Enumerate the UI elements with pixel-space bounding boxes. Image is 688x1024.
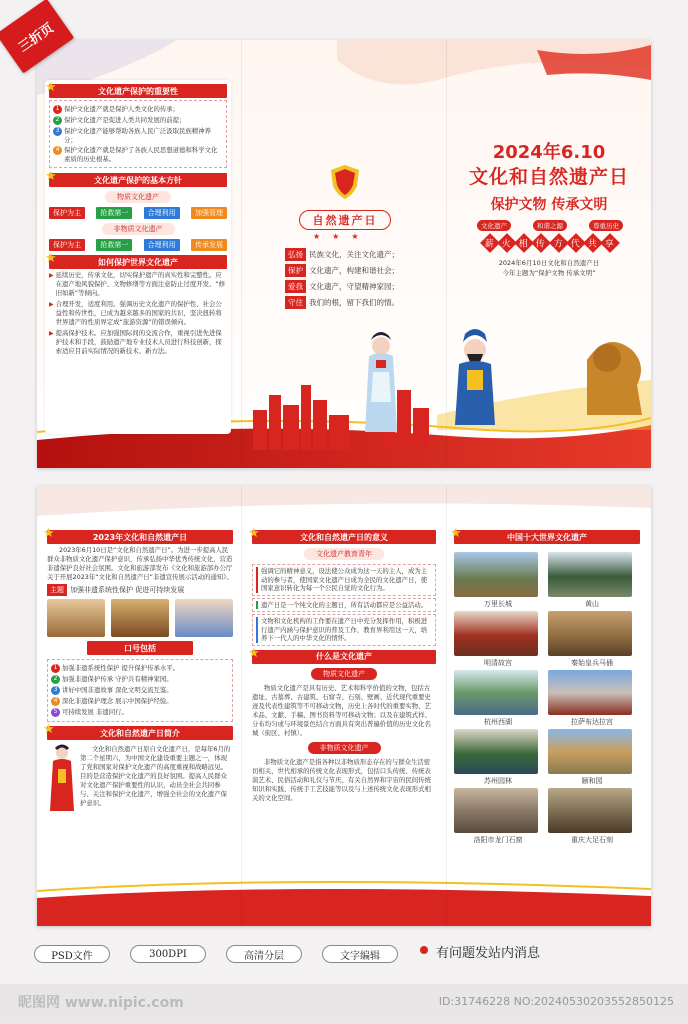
badge: 尊重历史 (589, 220, 623, 231)
list-item: 3 保护文化遗产能够帮助各族人民广泛汲取民族精神养分； (53, 127, 223, 144)
photo-performance (175, 599, 233, 637)
cover-badges (477, 220, 623, 231)
feature-pill: 文字编辑 (322, 945, 398, 963)
cover-date: 2024年6.10 (492, 142, 606, 163)
pill: 保护为主 (49, 239, 85, 251)
list-item: 4 保护文化遗产就是保护了各族人民思想道德和科学文化素质的历史根基。 (53, 146, 223, 163)
importance-list (49, 100, 227, 168)
star-icon: ★ (248, 645, 260, 661)
shield-emblem-icon (329, 164, 361, 200)
opera-figure-icon (47, 743, 77, 813)
heritage-card: 重庆大足石刻 (548, 788, 636, 845)
list-item: 2 加强非遗保护传承 守护共有精神家园。 (51, 675, 229, 684)
list-item: 5 可持续发展 非遗同行。 (51, 708, 229, 717)
photo-terracotta (548, 611, 632, 656)
pill: 合理利用 (144, 207, 180, 219)
intro2-paragraph: 文化和自然遗产日原自文化遗产日，是每年6月的第二个星期六，为中国文化建设重要主题之一，体现了党和国家对保护文化遗产的高度重视和战略远见。目的是营造保护文化遗产的良好氛围。提高人民群众对文化遗产保护重要性的认识，动员全社会共同参与、关注和保护文化遗产，增强全社会的文化遗产保护意识。 (80, 745, 231, 807)
nonmaterial-paragraph: 非物质文化遗产是指各种以非物质形态存在的与群众生活密切相关、世代相承的传统文化表现形式，包括口头传统、传统表演艺术、民俗活动和礼仪与节庆、有关自然界和宇宙的民间传统知识和实践、传统手工艺技能等以及与上述传统文化表现形式相关的文化空间。 (252, 757, 431, 802)
diamond-char: 传 (532, 233, 552, 253)
material-paragraph: 物质文化遗产是具有历史、艺术和科学价值的文物，包括古遗址、古墓葬、古建筑、石窟寺、石刻、壁画、近代现代重要史迹及代表性建筑等不可移动文物，历史上各时代的重要实物、艺术品、文献、手稿、图书资料等可移动文物；以及在建筑式样、分布均匀或与环境景色结合方面具有突出普遍价值的历史文化名城（街区、村镇）。 (252, 683, 431, 737)
list-item: ▶ 提高保护技术。应加强国际间的交流合作，重视引进先进保护技术和手段，鼓励遗产地专业技术人员进行科技创新，探索适应目前实际情况的新技术、新方法。 (49, 329, 222, 355)
star-icon: ★ (43, 722, 55, 737)
material-pills (49, 207, 227, 219)
cover-character-row (483, 236, 617, 250)
corner-tag: 三折页 (0, 0, 74, 73)
feature-pill: PSD文件 (34, 945, 110, 963)
star-icon: ★ (45, 80, 57, 95)
feature-pill: 高清分层 (226, 945, 302, 963)
feature-pill: 300DPI (130, 945, 206, 963)
intro2-row (47, 743, 233, 813)
heritage-card: 洛阳市龙门石窟 (454, 788, 542, 845)
diamond-char: 代 (566, 233, 586, 253)
list-item: 2 保护文化遗产是促进人类共同发展的前提； (53, 116, 223, 125)
star-row-icon: ★★★ (313, 232, 371, 241)
heritage-grid (454, 552, 640, 845)
heritage-card: 秦始皇兵马俑 (548, 611, 636, 668)
photo-forbidden-city (454, 611, 538, 656)
triangle-icon: ▶ (49, 301, 54, 308)
star-icon: ★ (43, 526, 55, 541)
photo-huangshan (548, 552, 632, 597)
pill: 保护为主 (49, 207, 85, 219)
star-icon: ★ (45, 251, 57, 266)
section-heading: ★ 文化遗产保护的重要性 (49, 84, 227, 98)
badge: 和谐之源 (533, 220, 567, 231)
photo-suzhou-garden (454, 729, 538, 774)
photo-pottery (47, 599, 105, 637)
theme-row: 主题 加强非遗系统性保护 促进可持续发展 (47, 584, 233, 596)
slogan-row: 弘扬 民族文化，关注文化遗产； (285, 248, 435, 261)
badge: 文化遗产 (477, 220, 511, 231)
list-item: ▶ 延续历史，传承文化，切实保护遗产的真实性和完整性。应在遗产地风貌保护、文物修缮等方面注意防止过度开发、“修旧如新”等倾向。 (49, 271, 226, 297)
section-heading: ★ 什么是文化遗产 (252, 650, 436, 664)
subheading: 非物质文化遗产 (49, 223, 227, 235)
watermark-left: 昵图网 www.nipic.com (18, 995, 184, 1011)
outer-spread (37, 40, 651, 468)
section-heading: ★ 中国十大世界文化遗产 (454, 530, 640, 544)
slogan-row: 保护 文化遗产，构建和谐社会； (285, 264, 435, 277)
nonmaterial-pills (49, 239, 227, 251)
meaning-box: 遗产日是一个纯文化的主题日，所有活动都应是公益活动。 (252, 598, 436, 613)
section-heading: ★ 2023年文化和自然遗产日 (47, 530, 233, 544)
heritage-card: 明清故宫 (454, 611, 542, 668)
subsection-heading: 口号包括 (87, 641, 193, 655)
cover-title: 文化和自然遗产日 (468, 166, 629, 188)
photo-potala (548, 670, 632, 715)
section-heading: ★ 文化和自然遗产日的意义 (252, 530, 436, 544)
list-item: 3 讲好中国非遗故事 深化文明交流互鉴。 (51, 686, 229, 695)
slogan-row: 守住 我们的根，留下我们的情。 (285, 296, 435, 309)
triangle-icon: ▶ (49, 330, 54, 337)
top-middle-panel (251, 40, 437, 468)
triangle-icon: ▶ (49, 272, 54, 279)
section-heading: ★ 文化遗产保护的基本方针 (49, 173, 227, 187)
photo-west-lake (454, 670, 538, 715)
city-skyline-icon (243, 370, 443, 450)
subheading: 物质文化遗产 (252, 668, 436, 680)
cover-slogan: 保护文物 传承文明 (490, 197, 608, 213)
subheading: 非物质文化遗产 (252, 742, 436, 754)
diamond-char: 火 (497, 233, 517, 253)
watermark-right: ID:31746228 NO:20240530203552850125 (438, 995, 674, 1008)
list-item: 4 深化非遗保护理念 展示中国保护经验。 (51, 697, 229, 706)
pill: 加强管理 (191, 207, 227, 219)
diamond-char: 薪 (480, 233, 500, 253)
subheading: 文化遗产教育青年 (252, 548, 436, 560)
slogan-list (47, 659, 233, 722)
heritage-card: 杭州西湖 (454, 670, 542, 727)
photo-longmen (454, 788, 538, 833)
heritage-card: 苏州园林 (454, 729, 542, 786)
photo-dazu (548, 788, 632, 833)
pill: 合理利用 (144, 239, 180, 251)
opera-performer-icon (361, 332, 401, 442)
list-item: 1 保护文化遗产就是保护人类文化的传承； (53, 105, 223, 114)
bottom-middle-panel (248, 526, 436, 926)
heritage-card: 颐和园 (548, 729, 636, 786)
cover-panel (447, 40, 651, 468)
list-item: 1 加强非遗系统性保护 提升保护传承水平。 (51, 664, 229, 673)
cover-note: 2024年6月10日文化和自然遗产日 (498, 259, 600, 267)
intro-paragraph: 2023年6月10日是“文化和自然遗产日”。为进一步提高人民群众非物质文化遗产保护意识，传承弘扬中华优秀传统文化，营造非遗保护良好社会氛围。文化和旅游部发布《文化和旅游部办公厅关于开展2023年“文化和自然遗产日”非遗宣传展示活动的通知》。 (47, 546, 233, 581)
star-icon: ★ (248, 526, 260, 541)
slogan-row: 爱我 文化遗产，守望精神家园； (285, 280, 435, 293)
meaning-box: 强调它的精神意义，设法使公众成为这一天的主人，成为主动的参与者，使国家文化遗产日成为全民的文化遗产日，使国家意识转化为每一个公民自觉的文化行为。 (252, 564, 436, 596)
slogan-rows (285, 248, 435, 309)
photo-summer-palace (548, 729, 632, 774)
heritage-card: 拉萨布达拉宫 (548, 670, 636, 727)
diamond-char: 相 (514, 233, 534, 253)
heritage-card: 万里长城 (454, 552, 542, 609)
star-icon: ★ (450, 526, 462, 541)
inner-spread (37, 486, 651, 926)
pill: 抢救第一 (96, 239, 132, 251)
top-left-panel (45, 80, 231, 468)
section-heading: ★ 如何保护世界文化遗产 (49, 255, 227, 269)
notice-text: 有问题发站内消息 (436, 946, 541, 961)
heritage-card: 黄山 (548, 552, 636, 609)
subheading: 物质文化遗产 (49, 191, 227, 203)
bottom-right-panel (450, 526, 640, 926)
diamond-char: 方 (549, 233, 569, 253)
section-heading: ★ 文化和自然遗产日简介 (47, 726, 233, 740)
meaning-box: 文物和文化机构的工作要在遗产日中充分发挥作用，积极进行遗产内涵与保护意识的普及工作，教育界利用这一天，培养下一代人的中华文化的情怀。 (252, 614, 436, 646)
notice-dot-icon (420, 946, 428, 954)
photo-craft (111, 599, 169, 637)
diamond-char: 享 (600, 233, 620, 253)
photo-great-wall (454, 552, 538, 597)
pill: 抢救第一 (96, 207, 132, 219)
theme-photos (47, 599, 233, 637)
diamond-char: 共 (583, 233, 603, 253)
pill: 传承发展 (191, 239, 227, 251)
opera-general-and-lion-icon (437, 320, 651, 430)
cover-note: 今年主题为“保护文物 传承文明” (502, 269, 596, 277)
heritage-day-badge: 自然遗产日 (299, 210, 391, 230)
star-icon: ★ (45, 169, 57, 184)
list-item: ▶ 合理开发，适度利用。强调历史文化遗产的保护性、社会公益性和传世性，已成为越来越多的国家的共识，坚决扭转将世界遗产的性质界定成“旅游资源”的错误倾向。 (49, 300, 222, 326)
bottom-left-panel (43, 526, 233, 926)
